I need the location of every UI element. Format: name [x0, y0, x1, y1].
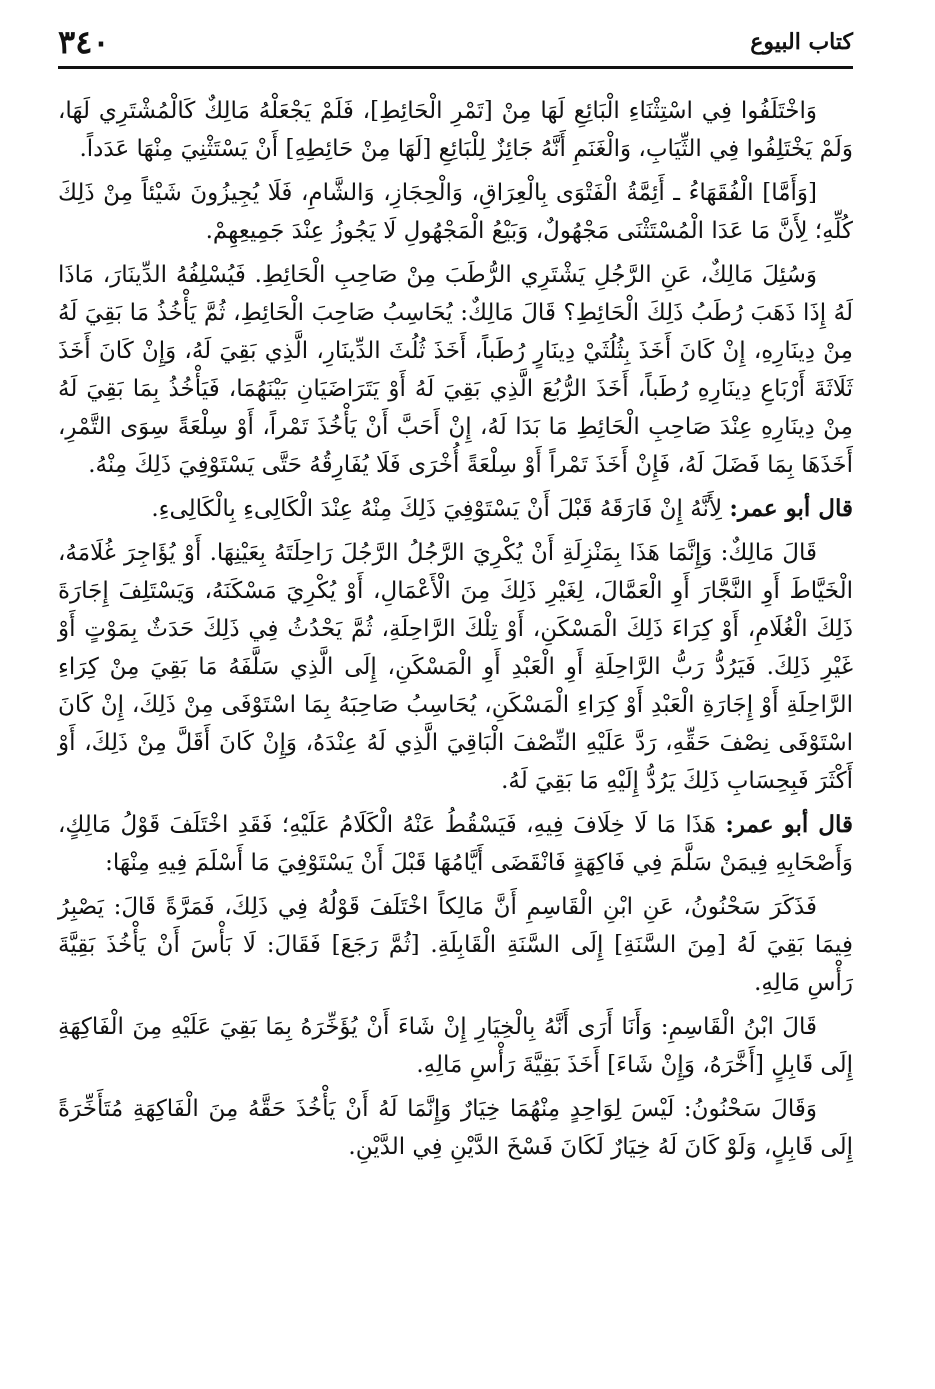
paragraph — [58, 92, 853, 168]
paragraph — [58, 806, 853, 882]
paragraph-text: وَاخْتَلَفُوا فِي اسْتِثْنَاءِ الْبَائِعِ لَهَا مِنْ [تَمْرِ الْحَائِطِ]، فَلَمْ يَجْعَلْهُ مَالِكٌ كَالْمُشْتَرِي لَهَا، وَلَمْ يَخْتَلِفُوا فِي الثِّيَابِ، وَالْغَنَمِ أَنَّهُ جَائِزٌ لِلْبَائِعِ [لَهَا مِنْ حَائِطِهِ] أَنْ يَسْتَثْنِيَ مِنْهَا عَدَداً. — [58, 98, 853, 162]
paragraph-text: [وَأَمَّا] الْفُقَهَاءُ ـ أَئِمَّةُ الْفَتْوَى بِالْعِرَاقِ، وَالْحِجَازِ، وَالشَّامِ، فَلَا يُجِيزُونَ شَيْئاً مِنْ ذَلِكَ كُلِّهِ؛ لِأَنَّ مَا عَدَا الْمُسْتَثْنَى مَجْهُولٌ، وَبَيْعُ الْمَجْهُولِ لَا يَجُوزُ عِنْدَ جَمِيعِهِمْ. — [58, 180, 853, 244]
speaker-lead: قال أبو عمر: — [725, 811, 854, 838]
paragraph — [58, 1090, 853, 1166]
paragraph-text: هَذَا مَا لَا خِلَافَ فِيهِ، فَيَسْقُطُ عَنْهُ الْكَلَامُ عَلَيْهِ؛ فَقَدِ اخْتَلَفَ قَوْلُ مَالِكٍ، وَأَصْحَابِهِ فِيمَنْ سَلَّمَ فِي فَاكِهَةٍ فَانْقَضَى أَيَّامُهَا قَبْلَ أَنْ يَسْتَوْفِيَ مَا أَسْلَمَ فِيهِ مِنْهَا: — [58, 812, 853, 876]
header-rule — [58, 66, 853, 69]
running-title: كتاب البيوع — [750, 29, 853, 55]
paragraph — [58, 256, 853, 484]
paragraph-text: قَالَ ابْنُ الْقَاسِمِ: وَأَنَا أَرَى أَنَّهُ بِالْخِيَارِ إِنْ شَاءَ أَنْ يُؤَخِّرَهُ بِمَا بَقِيَ عَلَيْهِ مِنَ الْفَاكِهَةِ إِلَى قَابِلٍ [أَخَّرَهُ، وَإِنْ شَاءَ] أَخَذَ بَقِيَّةَ رَأْسِ مَالِهِ. — [58, 1014, 853, 1078]
paragraph-text: فَذَكَرَ سَحْنُونُ، عَنِ ابْنِ الْقَاسِمِ أَنَّ مَالِكاً اخْتَلَفَ قَوْلُهُ فِي ذَلِكَ، فَمَرَّةً قَالَ: يَصْبِرُ فِيمَا بَقِيَ لَهُ [مِنَ السَّنَةِ] إِلَى السَّنَةِ الْقَابِلَةِ. [ثُمَّ رَجَعَ] فَقَالَ: لَا بَأْسَ أَنْ يَأْخُذَ بَقِيَّةَ رَأْسِ مَالِهِ. — [58, 894, 853, 996]
page-number: ٣٤٠ — [58, 23, 110, 61]
paragraph — [58, 534, 853, 800]
paragraph — [58, 174, 853, 250]
page-body — [58, 92, 853, 1369]
paragraph-text: وَسُئِلَ مَالِكٌ، عَنِ الرَّجُلِ يَشْتَرِي الرُّطَبَ مِنْ صَاحِبِ الْحَائِطِ. فَيُسْلِفُهُ الدِّينَارَ، مَاذَا لَهُ إِذَا ذَهَبَ رُطَبُ ذَلِكَ الْحَائِطِ؟ قَالَ مَالِكٌ: يُحَاسِبُ صَاحِبَ الْحَائِطِ، ثُمَّ يَأْخُذُ مَا بَقِيَ لَهُ مِنْ دِينَارِهِ، إِنْ كَانَ أَخَذَ بِثُلُثَيْ دِينَارٍ رُطَباً، أَخَذَ ثُلُثَ الدِّينَارِ، الَّذِي بَقِيَ لَهُ، وَإِنْ كَانَ أَخَذَ ثَلَاثَةَ أَرْبَاعِ دِينَارِهِ رُطَباً، أَخَذَ الرُّبُعَ الَّذِي بَقِيَ لَهُ أَوْ يَتَرَاضَيَانِ بَيْنَهُمَا، فَيَأْخُذُ بِمَا بَقِيَ لَهُ مِنْ دِينَارِهِ عِنْدَ صَاحِبِ الْحَائِطِ مَا بَدَا لَهُ، إِنْ أَحَبَّ أَنْ يَأْخُذَ تَمْراً، أَوْ سِلْعَةً سِوَى التَّمْرِ، أَخَذَهَا بِمَا فَضَلَ لَهُ، فَإِنْ أَخَذَ تَمْراً أَوْ سِلْعَةً أُخْرَى فَلَا يُفَارِقُهُ حَتَّى يَسْتَوْفِيَ ذَلِكَ مِنْهُ. — [58, 262, 853, 478]
speaker-lead: قال أبو عمر: — [729, 495, 853, 522]
paragraph — [58, 1008, 853, 1084]
paragraph-text: لِأَنَّهُ إِنْ فَارَقَهُ قَبْلَ أَنْ يَسْتَوْفِيَ ذَلِكَ مِنْهُ عِنْدَ الْكَالِىءِ بِالْكَالِىءِ. — [151, 496, 723, 522]
page-header — [58, 22, 853, 62]
paragraph — [58, 888, 853, 1002]
paragraph — [58, 490, 853, 528]
paragraph-text: قَالَ مَالِكٌ: وَإِنَّمَا هَذَا بِمَنْزِلَةِ أَنْ يُكْرِيَ الرَّجُلُ الرَّجُلَ رَاحِلَتَهُ بِعَيْنِهَا. أَوْ يُؤَاجِرَ غُلَامَهُ، الْخَيَّاطَ أَوِ النَّجَّارَ أَوِ الْعَمَّالَ، لِغَيْرِ ذَلِكَ مِنَ الْأَعْمَالِ، أَوْ يُكْرِيَ مَسْكَنَهُ، وَيَسْتَلِفَ إِجَارَةَ ذَلِكَ الْغُلَامِ، أَوْ كِرَاءَ ذَلِكَ الْمَسْكَنِ، أَوْ تِلْكَ الرَّاحِلَةِ، ثُمَّ يَحْدُثُ فِي ذَلِكَ حَدَثٌ بِمَوْتٍ أَوْ غَيْرِ ذَلِكَ. فَيَرُدُّ رَبُّ الرَّاحِلَةِ أَوِ الْعَبْدِ أَوِ الْمَسْكَنِ، إِلَى الَّذِي سَلَّفَهُ مَا بَقِيَ مِنْ كِرَاءِ الرَّاحِلَةِ أَوْ إِجَارَةِ الْعَبْدِ أَوْ كِرَاءِ الْمَسْكَنِ، يُحَاسِبُ صَاحِبَهُ بِمَا اسْتَوْفَى مِنْ ذَلِكَ، إِنْ كَانَ اسْتَوْفَى نِصْفَ حَقِّهِ، رَدَّ عَلَيْهِ النِّصْفَ الْبَاقِيَ الَّذِي لَهُ عِنْدَهُ، وَإِنْ كَانَ أَقَلَّ مِنْ ذَلِكَ، أَوْ أَكْثَرَ فَبِحِسَابِ ذَلِكَ يَرُدُّ إِلَيْهِ مَا بَقِيَ لَهُ. — [58, 540, 853, 794]
paragraph-text: وَقَالَ سَحْنُونُ: لَيْسَ لِوَاحِدٍ مِنْهُمَا خِيَارٌ وَإِنَّمَا لَهُ أَنْ يَأْخُذَ حَقَّهُ مِنَ الْفَاكِهَةِ مُتَأَخِّرَةً إِلَى قَابِلٍ، وَلَوْ كَانَ لَهُ خِيَارٌ لَكَانَ فَسْخَ الدَّيْنِ فِي الدَّيْنِ. — [58, 1096, 853, 1160]
